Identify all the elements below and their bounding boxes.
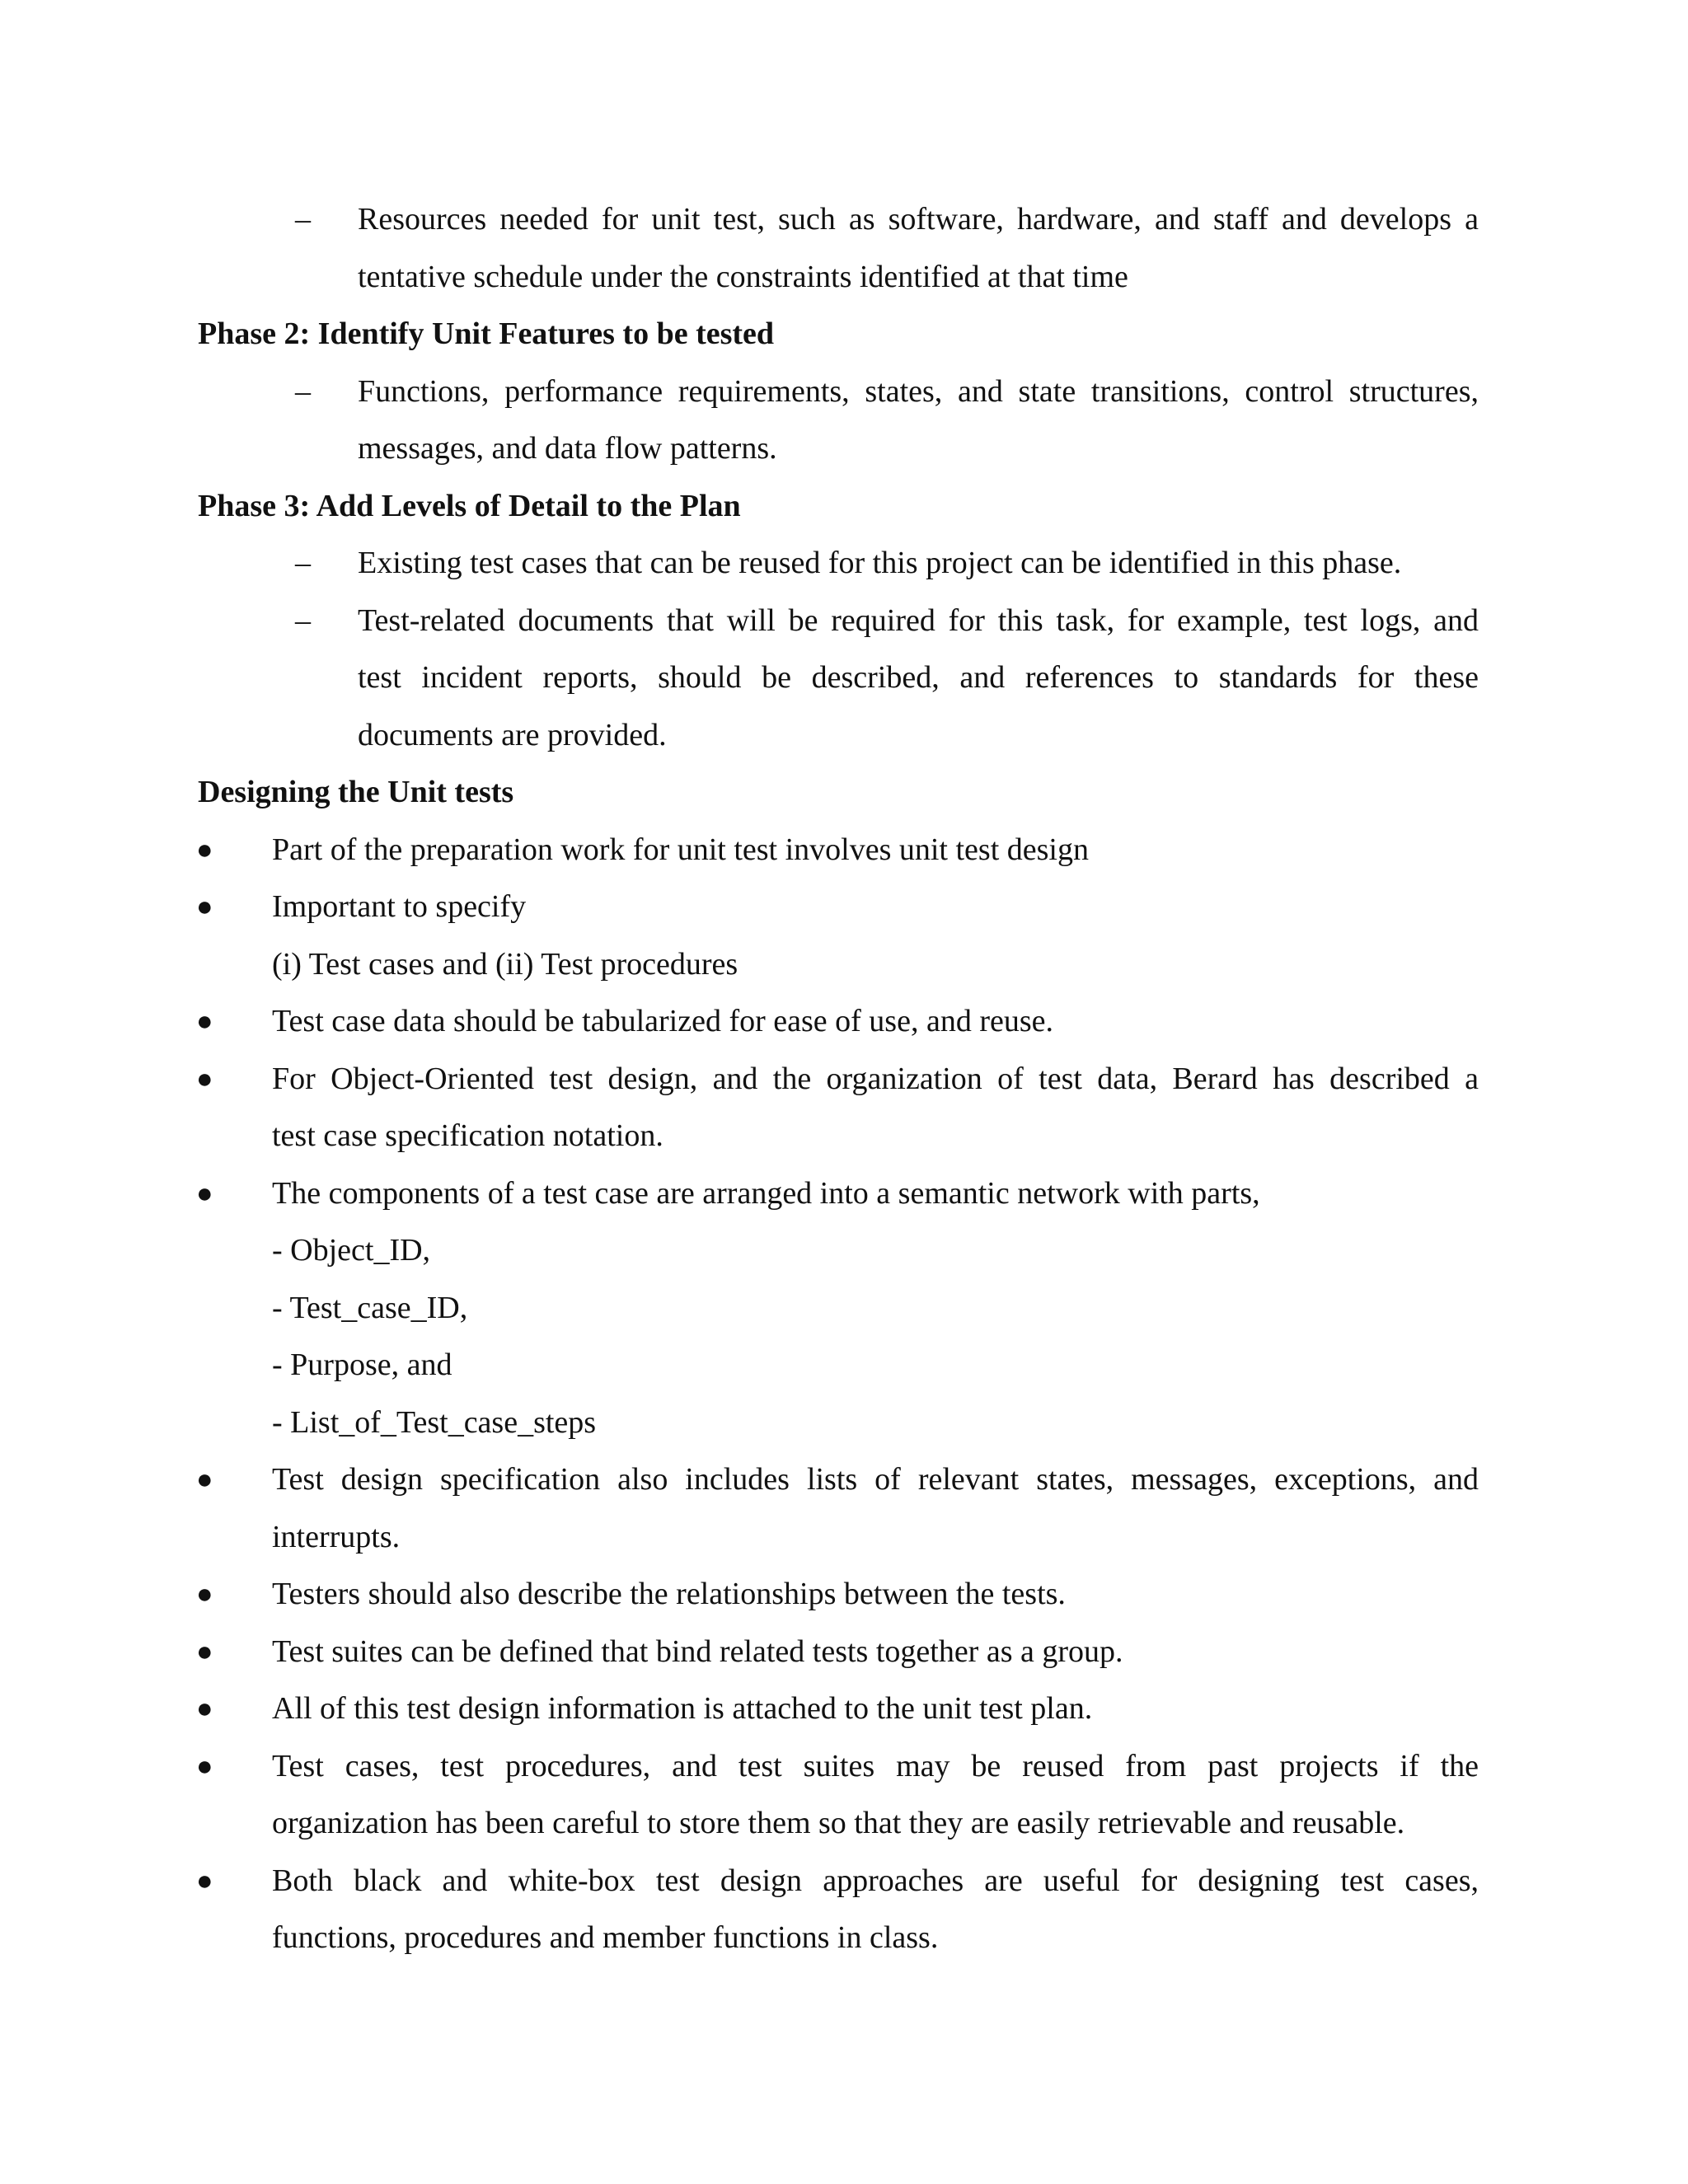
resources-item xyxy=(0,191,1688,249)
phase3-item2-line3: documents are provided. xyxy=(358,717,667,752)
bullet-continuation: organization has been careful to store them so that they are easily retrievable and reusable. xyxy=(272,1806,1405,1840)
bullet-text: Important to specify xyxy=(272,889,527,924)
sub-item-purpose: - Purpose, and xyxy=(272,1347,452,1382)
phase2-item xyxy=(0,363,1688,421)
bullet-marker: ● xyxy=(196,892,213,922)
bullet-item xyxy=(0,1738,1688,1796)
bullet-marker: ● xyxy=(196,1579,213,1610)
dash-marker: – xyxy=(295,602,311,638)
phase3-heading: Phase 3: Add Levels of Detail to the Plan xyxy=(198,488,741,523)
phase2-heading: Phase 2: Identify Unit Features to be tested xyxy=(198,316,775,351)
bullet-marker: ● xyxy=(196,834,213,865)
bullet-item xyxy=(0,1680,1688,1738)
phase3-item1-text: Existing test cases that can be reused for this project can be identified in this phase. xyxy=(358,546,1402,580)
bullet-text: Both black and white-box test design approaches are useful for designing test cases, xyxy=(272,1863,1479,1898)
bullet-text: Testers should also describe the relationships between the tests. xyxy=(272,1577,1066,1611)
phase2-item-line2: messages, and data flow patterns. xyxy=(358,431,777,466)
bullet-continuation: test case specification notation. xyxy=(272,1118,663,1153)
sub-item-object-id: - Object_ID, xyxy=(272,1233,431,1268)
bullet-item xyxy=(0,1566,1688,1624)
dash-marker: – xyxy=(295,373,311,409)
bullet-text: All of this test design information is attached to the unit test plan. xyxy=(272,1691,1093,1726)
bullet-item xyxy=(0,1051,1688,1108)
designing-heading: Designing the Unit tests xyxy=(198,775,514,809)
bullet-item xyxy=(0,1451,1688,1509)
phase3-item1 xyxy=(0,535,1688,593)
bullet-text: Test design specification also includes lists of relevant states, messages, exceptions, and xyxy=(272,1462,1479,1497)
bullet-continuation: interrupts. xyxy=(272,1519,401,1554)
bullet-item xyxy=(0,822,1688,879)
bullet-text: For Object-Oriented test design, and the organization of test data, Berard has described a xyxy=(272,1061,1479,1096)
bullet-item xyxy=(0,1624,1688,1681)
phase3-item2-line1: Test-related documents that will be required for this task, for example, test logs, and xyxy=(358,602,1479,638)
bullet-item xyxy=(0,1853,1688,1910)
sub-item-test-case-id: - Test_case_ID, xyxy=(272,1290,468,1325)
bullet-item xyxy=(0,1165,1688,1223)
bullet-marker: ● xyxy=(196,1006,213,1037)
resources-item-line1: Resources needed for unit test, such as software, hardware, and staff and develops a xyxy=(358,202,1479,237)
bullet-continuation: functions, procedures and member functions in class. xyxy=(272,1920,939,1955)
resources-item-line2: tentative schedule under the constraints identified at that time xyxy=(358,259,1128,294)
bullet-text: The components of a test case are arranged into a semantic network with parts, xyxy=(272,1175,1260,1211)
page-content xyxy=(0,191,1688,1967)
bullet-text: Part of the preparation work for unit test involves unit test design xyxy=(272,832,1089,867)
bullet-subtext: (i) Test cases and (ii) Test procedures xyxy=(272,946,738,982)
dash-marker: – xyxy=(295,546,311,580)
bullet-marker: ● xyxy=(196,1694,213,1724)
bullet-marker: ● xyxy=(196,1636,213,1667)
phase3-item2 xyxy=(0,593,1688,650)
phase2-item-line1: Functions, performance requirements, states, and state transitions, control structures, xyxy=(358,373,1479,409)
bullet-marker: ● xyxy=(196,1750,213,1782)
bullet-text: Test suites can be defined that bind related tests together as a group. xyxy=(272,1633,1123,1669)
bullet-item xyxy=(0,879,1688,936)
sub-item-steps: - List_of_Test_case_steps xyxy=(272,1404,597,1440)
bullet-marker: ● xyxy=(196,1063,213,1094)
bullet-marker: ● xyxy=(196,1465,213,1495)
bullet-marker: ● xyxy=(196,1865,213,1896)
bullet-text: Test cases, test procedures, and test suites may be reused from past projects if the xyxy=(272,1748,1479,1783)
bullet-item xyxy=(0,993,1688,1051)
phase3-item2-line2: test incident reports, should be described, and references to standards for these xyxy=(358,660,1479,695)
bullet-text: Test case data should be tabularized for ease of use, and reuse. xyxy=(272,1004,1053,1038)
bullet-marker: ● xyxy=(196,1178,213,1209)
dash-marker: – xyxy=(295,202,311,237)
